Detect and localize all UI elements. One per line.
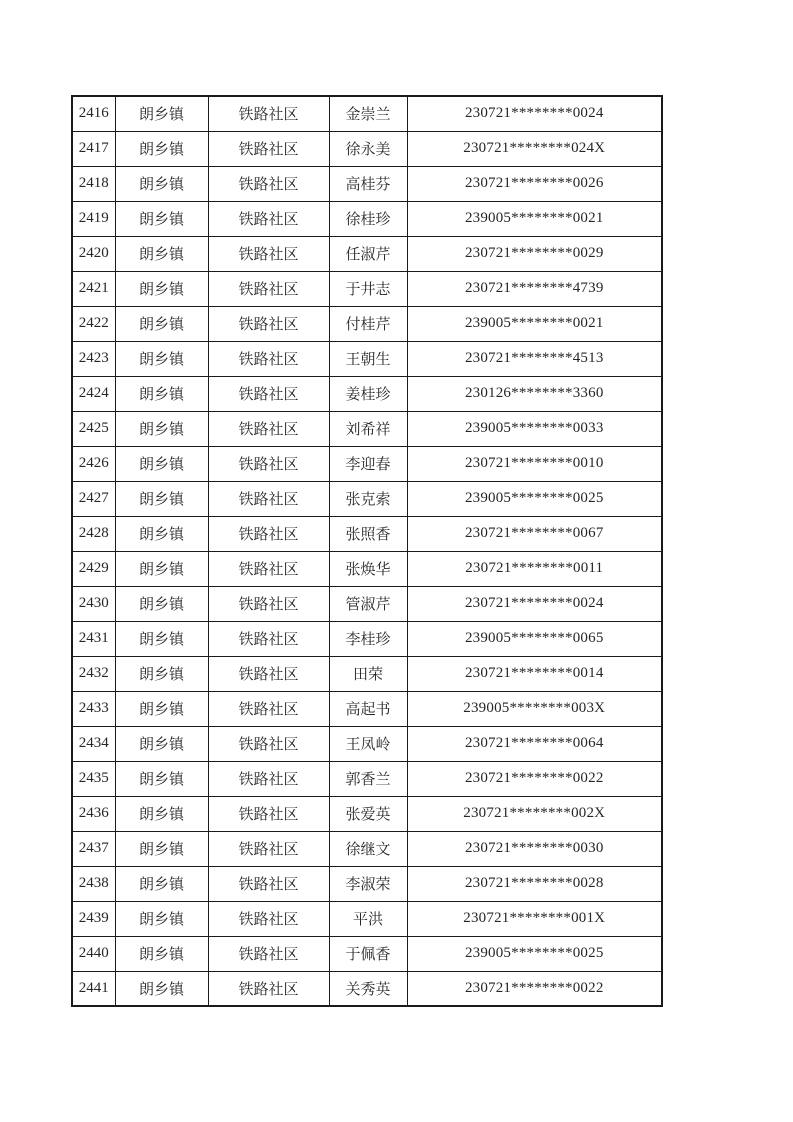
cell-community: 铁路社区	[208, 936, 329, 971]
cell-community: 铁路社区	[208, 446, 329, 481]
cell-community: 铁路社区	[208, 726, 329, 761]
cell-name: 任淑芹	[329, 236, 407, 271]
cell-no: 2427	[72, 481, 115, 516]
cell-community: 铁路社区	[208, 691, 329, 726]
cell-no: 2425	[72, 411, 115, 446]
cell-no: 2436	[72, 796, 115, 831]
cell-name: 张焕华	[329, 551, 407, 586]
cell-no: 2416	[72, 96, 115, 131]
table-row	[72, 481, 662, 516]
table-row	[72, 656, 662, 691]
table-row	[72, 411, 662, 446]
cell-no: 2441	[72, 971, 115, 1006]
cell-id_masked: 230721********0024	[407, 96, 662, 131]
cell-town: 朗乡镇	[115, 551, 208, 586]
cell-town: 朗乡镇	[115, 341, 208, 376]
cell-community: 铁路社区	[208, 621, 329, 656]
cell-town: 朗乡镇	[115, 866, 208, 901]
table-row	[72, 691, 662, 726]
cell-name: 李桂珍	[329, 621, 407, 656]
cell-id_masked: 230721********0010	[407, 446, 662, 481]
cell-id_masked: 230721********001X	[407, 901, 662, 936]
cell-id_masked: 230721********0014	[407, 656, 662, 691]
cell-id_masked: 239005********0025	[407, 481, 662, 516]
cell-id_masked: 239005********0021	[407, 201, 662, 236]
table-row	[72, 446, 662, 481]
cell-id_masked: 239005********003X	[407, 691, 662, 726]
cell-no: 2420	[72, 236, 115, 271]
cell-town: 朗乡镇	[115, 411, 208, 446]
table-row	[72, 551, 662, 586]
cell-id_masked: 230126********3360	[407, 376, 662, 411]
cell-no: 2422	[72, 306, 115, 341]
cell-community: 铁路社区	[208, 656, 329, 691]
table-row	[72, 831, 662, 866]
cell-no: 2417	[72, 131, 115, 166]
resident-roster-table	[71, 95, 663, 1007]
table-row	[72, 236, 662, 271]
cell-name: 张爱英	[329, 796, 407, 831]
cell-town: 朗乡镇	[115, 271, 208, 306]
table-row	[72, 586, 662, 621]
cell-id_masked: 230721********0028	[407, 866, 662, 901]
cell-town: 朗乡镇	[115, 761, 208, 796]
cell-town: 朗乡镇	[115, 691, 208, 726]
cell-community: 铁路社区	[208, 306, 329, 341]
cell-id_masked: 230721********0022	[407, 761, 662, 796]
table-row	[72, 376, 662, 411]
table-row	[72, 936, 662, 971]
cell-town: 朗乡镇	[115, 96, 208, 131]
cell-town: 朗乡镇	[115, 376, 208, 411]
table-row	[72, 201, 662, 236]
table-row	[72, 516, 662, 551]
table-row	[72, 621, 662, 656]
cell-name: 姜桂珍	[329, 376, 407, 411]
cell-id_masked: 230721********0067	[407, 516, 662, 551]
cell-no: 2439	[72, 901, 115, 936]
cell-community: 铁路社区	[208, 901, 329, 936]
cell-town: 朗乡镇	[115, 236, 208, 271]
cell-id_masked: 230721********0022	[407, 971, 662, 1006]
cell-community: 铁路社区	[208, 376, 329, 411]
cell-id_masked: 239005********0065	[407, 621, 662, 656]
cell-id_masked: 230721********4739	[407, 271, 662, 306]
cell-town: 朗乡镇	[115, 621, 208, 656]
cell-id_masked: 230721********4513	[407, 341, 662, 376]
cell-town: 朗乡镇	[115, 481, 208, 516]
cell-community: 铁路社区	[208, 586, 329, 621]
cell-name: 张克索	[329, 481, 407, 516]
cell-name: 平洪	[329, 901, 407, 936]
cell-name: 高起书	[329, 691, 407, 726]
cell-town: 朗乡镇	[115, 586, 208, 621]
cell-community: 铁路社区	[208, 131, 329, 166]
cell-id_masked: 239005********0033	[407, 411, 662, 446]
cell-id_masked: 230721********0011	[407, 551, 662, 586]
table-row	[72, 866, 662, 901]
cell-name: 徐桂珍	[329, 201, 407, 236]
cell-town: 朗乡镇	[115, 516, 208, 551]
cell-town: 朗乡镇	[115, 831, 208, 866]
cell-name: 金崇兰	[329, 96, 407, 131]
cell-no: 2438	[72, 866, 115, 901]
cell-no: 2432	[72, 656, 115, 691]
cell-community: 铁路社区	[208, 796, 329, 831]
cell-id_masked: 230721********0026	[407, 166, 662, 201]
cell-community: 铁路社区	[208, 236, 329, 271]
table-row	[72, 271, 662, 306]
cell-town: 朗乡镇	[115, 201, 208, 236]
table-row	[72, 726, 662, 761]
cell-town: 朗乡镇	[115, 306, 208, 341]
cell-community: 铁路社区	[208, 481, 329, 516]
cell-no: 2434	[72, 726, 115, 761]
cell-no: 2428	[72, 516, 115, 551]
cell-community: 铁路社区	[208, 166, 329, 201]
cell-community: 铁路社区	[208, 866, 329, 901]
table-body	[72, 96, 662, 1006]
cell-name: 李迎春	[329, 446, 407, 481]
table-row	[72, 306, 662, 341]
table-row	[72, 96, 662, 131]
cell-name: 李淑荣	[329, 866, 407, 901]
cell-id_masked: 230721********0024	[407, 586, 662, 621]
cell-community: 铁路社区	[208, 411, 329, 446]
table-row	[72, 131, 662, 166]
cell-name: 郭香兰	[329, 761, 407, 796]
cell-no: 2424	[72, 376, 115, 411]
cell-community: 铁路社区	[208, 831, 329, 866]
cell-name: 田荣	[329, 656, 407, 691]
cell-no: 2421	[72, 271, 115, 306]
cell-town: 朗乡镇	[115, 796, 208, 831]
cell-no: 2430	[72, 586, 115, 621]
cell-town: 朗乡镇	[115, 166, 208, 201]
cell-community: 铁路社区	[208, 516, 329, 551]
cell-town: 朗乡镇	[115, 446, 208, 481]
cell-name: 关秀英	[329, 971, 407, 1006]
cell-community: 铁路社区	[208, 96, 329, 131]
table-row	[72, 971, 662, 1006]
cell-community: 铁路社区	[208, 201, 329, 236]
cell-no: 2426	[72, 446, 115, 481]
cell-community: 铁路社区	[208, 761, 329, 796]
cell-id_masked: 230721********002X	[407, 796, 662, 831]
cell-town: 朗乡镇	[115, 726, 208, 761]
cell-id_masked: 239005********0025	[407, 936, 662, 971]
cell-name: 徐永美	[329, 131, 407, 166]
cell-town: 朗乡镇	[115, 936, 208, 971]
cell-id_masked: 230721********0064	[407, 726, 662, 761]
cell-name: 王朝生	[329, 341, 407, 376]
cell-name: 于佩香	[329, 936, 407, 971]
cell-no: 2419	[72, 201, 115, 236]
cell-id_masked: 230721********0030	[407, 831, 662, 866]
cell-id_masked: 230721********024X	[407, 131, 662, 166]
cell-community: 铁路社区	[208, 271, 329, 306]
table-row	[72, 761, 662, 796]
cell-name: 高桂芬	[329, 166, 407, 201]
cell-town: 朗乡镇	[115, 656, 208, 691]
cell-no: 2440	[72, 936, 115, 971]
cell-community: 铁路社区	[208, 971, 329, 1006]
cell-no: 2435	[72, 761, 115, 796]
table-row	[72, 796, 662, 831]
table-row	[72, 166, 662, 201]
cell-no: 2431	[72, 621, 115, 656]
cell-town: 朗乡镇	[115, 901, 208, 936]
cell-community: 铁路社区	[208, 341, 329, 376]
cell-name: 张照香	[329, 516, 407, 551]
cell-no: 2418	[72, 166, 115, 201]
cell-no: 2437	[72, 831, 115, 866]
cell-town: 朗乡镇	[115, 971, 208, 1006]
cell-name: 于井志	[329, 271, 407, 306]
table-row	[72, 341, 662, 376]
cell-id_masked: 239005********0021	[407, 306, 662, 341]
cell-community: 铁路社区	[208, 551, 329, 586]
cell-name: 王凤岭	[329, 726, 407, 761]
cell-town: 朗乡镇	[115, 131, 208, 166]
cell-name: 管淑芹	[329, 586, 407, 621]
cell-name: 徐继文	[329, 831, 407, 866]
cell-no: 2423	[72, 341, 115, 376]
cell-no: 2433	[72, 691, 115, 726]
cell-name: 付桂芹	[329, 306, 407, 341]
cell-name: 刘希祥	[329, 411, 407, 446]
table-row	[72, 901, 662, 936]
cell-no: 2429	[72, 551, 115, 586]
cell-id_masked: 230721********0029	[407, 236, 662, 271]
